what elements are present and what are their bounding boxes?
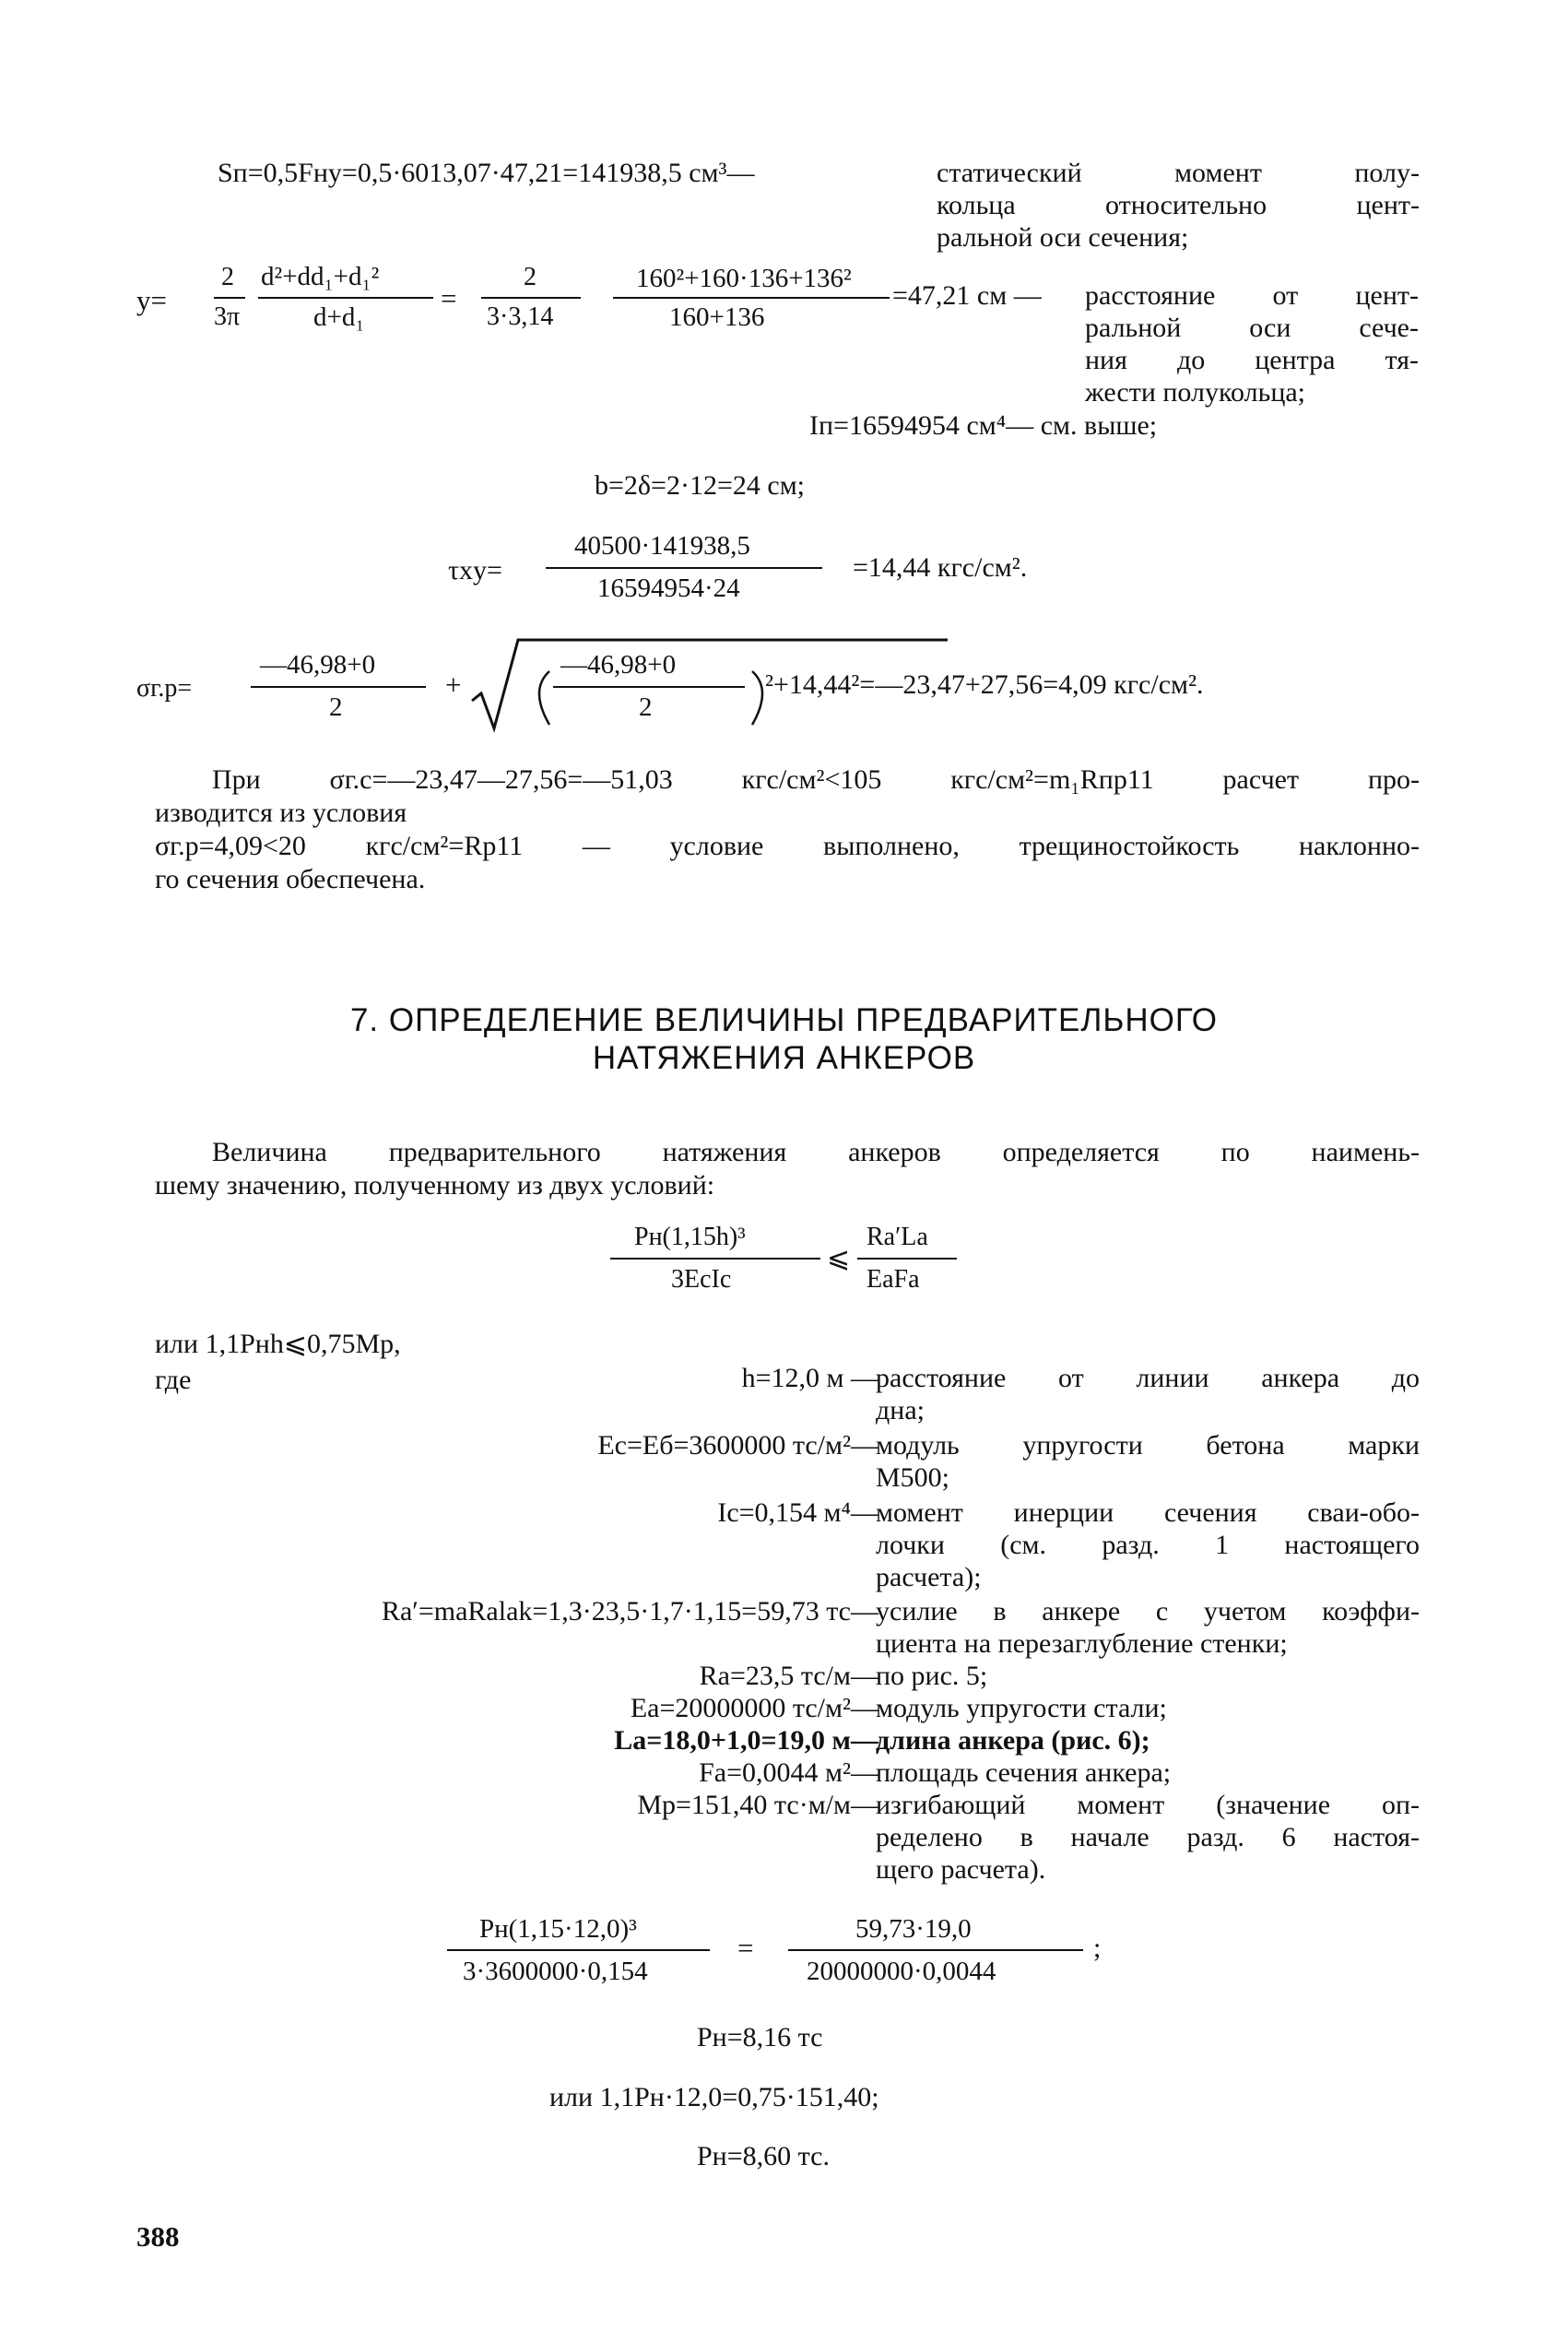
fraction-bar [857, 1258, 957, 1260]
def-lhs: Ec=Eб=3600000 тс/м²— [597, 1430, 878, 1461]
paragraph-line: шему значению, полученному из двух условий: [155, 1170, 715, 1201]
def-desc-line: циента на перезаглубление стенки; [876, 1628, 1288, 1659]
def-desc-line: щего расчета). [876, 1854, 1046, 1885]
fraction-bar [610, 1258, 820, 1260]
def-desc [876, 1496, 1420, 1593]
def-desc-line: по рис. 5; [876, 1661, 988, 1691]
def-desc [876, 1724, 1420, 1756]
def-desc-line: расстояние от линии анкера до [876, 1363, 1420, 1393]
sn-desc-line: ральной оси сечения; [937, 222, 1189, 253]
fraction-bar [553, 686, 745, 688]
sigma-plus: + [445, 668, 462, 701]
y-desc-line: ральной оси сече- [1085, 313, 1419, 343]
def-lhs: Ra′=maRalak=1,3·23,5·1,7·1,15=59,73 тс— [381, 1596, 878, 1626]
y-den1: d+d₁ [313, 302, 365, 332]
def-desc-line: площадь сечения анкера; [876, 1757, 1172, 1788]
def-desc-line: расчета); [876, 1562, 982, 1592]
tau-lhs: τxy= [448, 555, 502, 586]
sn-description [937, 157, 1420, 254]
fraction-bar [214, 297, 245, 299]
calc-den-left: 3·3600000·0,154 [463, 1957, 648, 1986]
def-lhs: Fa=0,0044 м²— [699, 1757, 878, 1788]
sigma-inner-den: 2 [639, 692, 653, 722]
paragraph-line: σг.р=4,09<20 кгс/см²=Rр11 — условие выполнено, трещиностойкость наклонно- [155, 831, 1420, 861]
result-2: или 1,1Pн·12,0=0,75·151,40; [549, 2082, 879, 2112]
y-lhs: y= [136, 284, 167, 316]
def-lhs: La=18,0+1,0=19,0 м— [614, 1725, 878, 1756]
def-desc [876, 1362, 1420, 1426]
paragraph-line: изводится из условия [155, 798, 407, 828]
y-const-2b: 2 [524, 263, 536, 291]
def-desc-line: длина анкера (рис. 6); [876, 1725, 1150, 1756]
fraction-bar [613, 297, 890, 299]
sigma-den: 2 [329, 692, 343, 722]
def-desc [876, 1789, 1420, 1886]
y-den2: 3·3,14 [487, 302, 554, 331]
def-desc-line: лочки (см. разд. 1 настоящего [876, 1530, 1420, 1560]
sigma-num: —46,98+0 [260, 650, 376, 680]
tau-result: =14,44 кгс/см². [853, 552, 1028, 583]
result-1: Pн=8,16 тс [697, 2022, 823, 2052]
sigma-lhs: σг.р= [136, 674, 193, 703]
sn-desc-line: статический момент полу- [937, 158, 1420, 188]
sn-desc-line: кольца относительно цент- [937, 190, 1420, 220]
y-desc-line: расстояние от цент- [1085, 280, 1419, 311]
def-desc-line: М500; [876, 1462, 950, 1493]
paragraph-line: При σг.с=—23,47—27,56=—51,03 кгс/см²<105 кгс/см²=m₁Rпр11 расчет про- [212, 764, 1420, 795]
section-title-line-2: НАТЯЖЕНИЯ АНКЕРОВ [592, 1040, 976, 1076]
def-lhs: Mр=151,40 тс·м/м— [637, 1790, 878, 1820]
def-lhs: h=12,0 м — [741, 1363, 878, 1393]
y-desc-line: ния до центра тя- [1085, 345, 1419, 375]
tau-den: 16594954·24 [597, 574, 740, 603]
def-desc [876, 1756, 1420, 1789]
cond-num-right: Ra′La [867, 1223, 928, 1251]
def-desc-line: модуль упругости стали; [876, 1693, 1167, 1723]
b-line: b=2δ=2·12=24 см; [595, 470, 806, 501]
fraction-bar [447, 1949, 710, 1951]
fraction-bar [546, 567, 822, 569]
y-const-2: 2 [221, 263, 234, 291]
fraction-bar [251, 686, 426, 688]
def-lhs: Ra=23,5 тс/м— [699, 1661, 878, 1691]
section-title-line-1: 7. ОПРЕДЕЛЕНИЕ ВЕЛИЧИНЫ ПРЕДВАРИТЕЛЬНОГО [349, 1002, 1219, 1038]
y-den3: 160+136 [669, 302, 765, 332]
def-desc-line: модуль упругости бетона марки [876, 1430, 1420, 1461]
cond-den-right: EaFa [867, 1265, 920, 1294]
def-desc [876, 1660, 1420, 1692]
cond-num-left: Pн(1,15h)³ [634, 1223, 746, 1251]
def-desc [876, 1429, 1420, 1494]
def-desc-line: момент инерции сечения сваи-обо- [876, 1497, 1420, 1528]
y-3pi: 3π [214, 302, 241, 331]
in-line: Iп=16594954 см⁴— см. выше; [809, 410, 1158, 441]
fraction-bar [788, 1949, 1083, 1951]
calc-num-right: 59,73·19,0 [855, 1914, 972, 1944]
y-description [1085, 279, 1419, 408]
page-number: 388 [136, 2220, 180, 2253]
paragraph-line: Величина предварительного натяжения анкеров определяется по наимень- [212, 1137, 1420, 1167]
sigma-inner-num: —46,98+0 [560, 650, 677, 680]
condition-paragraph [155, 763, 1420, 896]
sn-formula: Sп=0,5Fнy=0,5·6013,07·47,21=141938,5 см³— [218, 158, 755, 188]
calc-equals: = [737, 1932, 754, 1964]
or-condition: или 1,1Pнh⩽0,75Mр, [155, 1329, 401, 1359]
def-lhs: Ea=20000000 тс/м²— [630, 1693, 878, 1723]
paragraph-line: го сечения обеспечена. [155, 864, 426, 894]
y-eq: = [441, 282, 457, 314]
y-num3: 160²+160·136+136² [636, 264, 852, 293]
fraction-bar [258, 297, 433, 299]
def-desc [876, 1595, 1420, 1660]
y-desc-line: жести полукольца; [1085, 377, 1306, 408]
tau-num: 40500·141938,5 [574, 531, 750, 561]
calc-semicolon: ; [1093, 1933, 1102, 1963]
fraction-bar [481, 297, 581, 299]
result-3: Pн=8,60 тс. [697, 2141, 830, 2171]
def-desc-line: изгибающий момент (значение оп- [876, 1790, 1420, 1820]
calc-num-left: Pн(1,15·12,0)³ [479, 1914, 637, 1944]
cond-den-left: 3EcIc [671, 1265, 732, 1294]
sigma-tail: ²+14,44²=—23,47+27,56=4,09 кгс/см². [765, 669, 1204, 700]
def-desc-line: ределено в начале разд. 6 настоя- [876, 1822, 1420, 1852]
cond-relation: ⩽ [827, 1243, 851, 1273]
def-desc-line: дна; [876, 1395, 925, 1425]
y-num1: d²+dd₁+d₁² [261, 262, 380, 291]
calc-den-right: 20000000·0,0044 [807, 1957, 996, 1986]
def-desc-line: усилие в анкере с учетом коэффи- [876, 1596, 1420, 1626]
y-result: =47,21 см — [892, 280, 1042, 311]
def-desc [876, 1692, 1420, 1724]
def-lhs: Ic=0,154 м⁴— [717, 1497, 878, 1528]
intro-paragraph [155, 1136, 1420, 1202]
where-label: где [155, 1365, 192, 1395]
